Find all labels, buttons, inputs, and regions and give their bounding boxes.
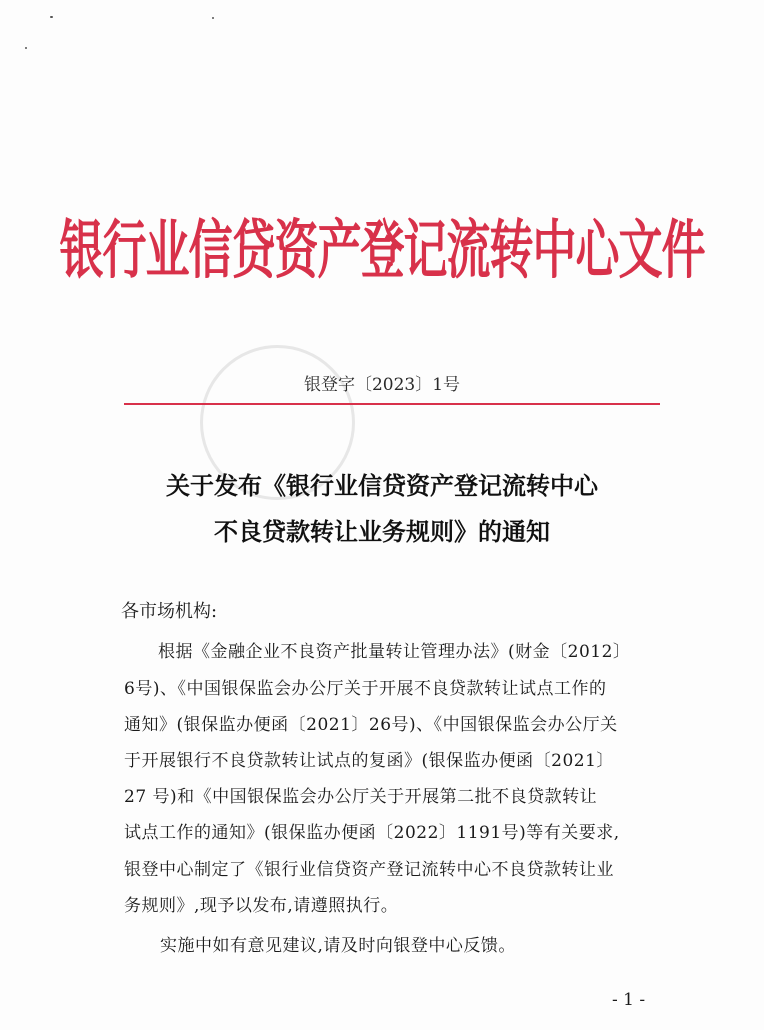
body-text-line: 6号)、《中国银保监会办公厅关于开展不良贷款转让试点工作的	[124, 679, 607, 699]
salutation: 各市场机构:	[121, 601, 218, 622]
body-text-line: 实施中如有意见建议,请及时向银登中心反馈。	[160, 936, 516, 956]
body-text-line: 于开展银行不良贷款转让试点的复函》(银保监办便函〔2021〕	[124, 751, 614, 771]
body-text-line: 27 号)和《中国银保监会办公厅关于开展第二批不良贷款转让	[124, 787, 598, 807]
document-number: 银登字〔2023〕1号	[303, 375, 461, 395]
notice-title-line: 不良贷款转让业务规则》的通知	[214, 517, 550, 546]
body-text-line: 银登中心制定了《银行业信贷资产登记流转中心不良贷款转让业	[124, 860, 614, 880]
notice-title-line: 关于发布《银行业信贷资产登记流转中心	[166, 471, 598, 500]
scan-speck	[50, 16, 53, 18]
document-header-title: 银行业信贷资产登记流转中心文件	[59, 213, 705, 288]
body-text-line: 试点工作的通知》(银保监办便函〔2022〕1191号)等有关要求,	[124, 823, 620, 843]
scan-speck	[25, 47, 27, 49]
page-number: - 1 -	[612, 990, 646, 1010]
body-text-line: 务规则》,现予以发布,请遵照执行。	[124, 896, 399, 916]
scan-speck	[212, 17, 214, 19]
body-text-line: 根据《金融企业不良资产批量转让管理办法》(财金〔2012〕	[158, 642, 631, 662]
header-divider	[124, 403, 660, 405]
body-text-line: 通知》(银保监办便函〔2021〕26号)、《中国银保监会办公厅关	[124, 715, 618, 735]
